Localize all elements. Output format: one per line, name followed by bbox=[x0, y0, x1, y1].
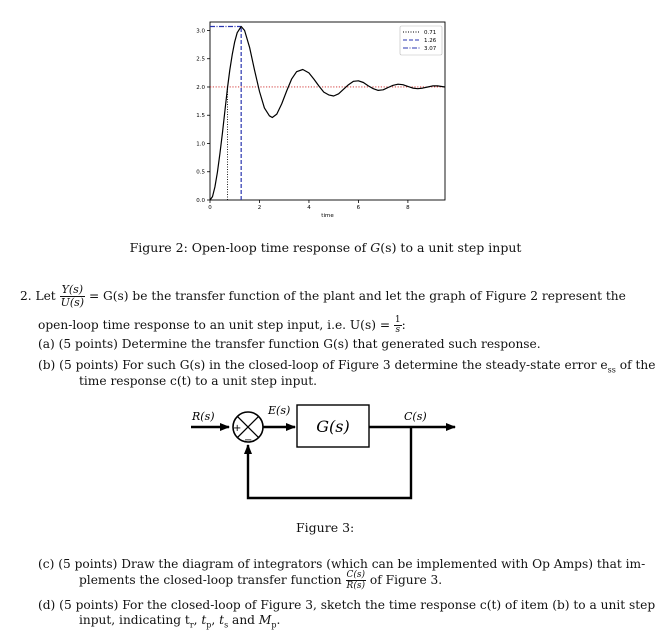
yu-fraction: $\frac{Y(s)}{U(s)}$ bbox=[60, 283, 85, 309]
y-tick-label: 1.0 bbox=[196, 141, 205, 148]
legend-label: 0.71 bbox=[424, 30, 437, 36]
item-b-line-2: time response c(t) to a unit step input. bbox=[79, 374, 317, 388]
e-label: E(s) bbox=[268, 404, 291, 417]
block-diagram bbox=[0, 395, 651, 515]
y-tick-label: 0.0 bbox=[196, 198, 205, 204]
legend-label: 3.07 bbox=[424, 46, 437, 52]
c-label: C(s) bbox=[404, 410, 427, 423]
y-tick-label: 2.5 bbox=[196, 56, 205, 63]
plant-label: G(s) bbox=[316, 417, 350, 436]
figure-2-caption: Figure 2: Open-loop time response of G(s) to a unit step input bbox=[129, 240, 522, 255]
x-tick-label: 2 bbox=[257, 205, 262, 211]
step-response-chart bbox=[0, 0, 651, 240]
x-tick-label: 6 bbox=[356, 205, 361, 211]
figure-3-caption: Figure 3: bbox=[296, 520, 355, 535]
item-a: (a) (5 points) Determine the transfer function G(s) that generated such response. bbox=[38, 337, 541, 351]
question-2-line-1: 2. Let $\frac{Y(s)}{U(s)}$ = G(s) be the transfer function of the plant and let the graph of Figure 2 represent the bbox=[20, 283, 626, 309]
plus-sign: + bbox=[233, 423, 242, 434]
x-tick-label: 0 bbox=[208, 205, 212, 211]
item-c-line-2: plements the closed-loop transfer function $\frac{C(s)}{R(s)}$ of Figure 3. bbox=[79, 570, 443, 591]
item-d-line-1: (d) (5 points) For the closed-loop of Figure 3, sketch the time response c(t) of item (b) to a unit step bbox=[38, 598, 655, 612]
item-b-line-1: (b) (5 points) For such G(s) in the closed-loop of Figure 3 determine the steady-state error $e_{ss}$ of the bbox=[38, 358, 655, 375]
y-tick-label: 3.0 bbox=[196, 28, 205, 35]
x-tick-label: 4 bbox=[307, 205, 311, 211]
item-d-line-2: input, indicating $t_r$, $t_p$, $t_s$ and $M_p$. bbox=[79, 613, 281, 630]
legend-label: 1.26 bbox=[424, 38, 437, 44]
minus-sign: − bbox=[244, 435, 253, 446]
x-axis-label: time bbox=[321, 213, 334, 219]
y-tick-label: 1.5 bbox=[196, 113, 205, 120]
item-c-line-1: (c) (5 points) Draw the diagram of integrators (which can be implemented with Op Amps) that im- bbox=[38, 557, 646, 571]
x-tick-label: 8 bbox=[406, 205, 410, 211]
y-tick-label: 0.5 bbox=[196, 169, 205, 176]
r-label: R(s) bbox=[192, 410, 215, 423]
question-2-line-2: open-loop time response to an unit step input, i.e. U(s) = $\frac{1}{s}$ : bbox=[38, 315, 406, 335]
y-tick-label: 2.0 bbox=[196, 84, 205, 91]
